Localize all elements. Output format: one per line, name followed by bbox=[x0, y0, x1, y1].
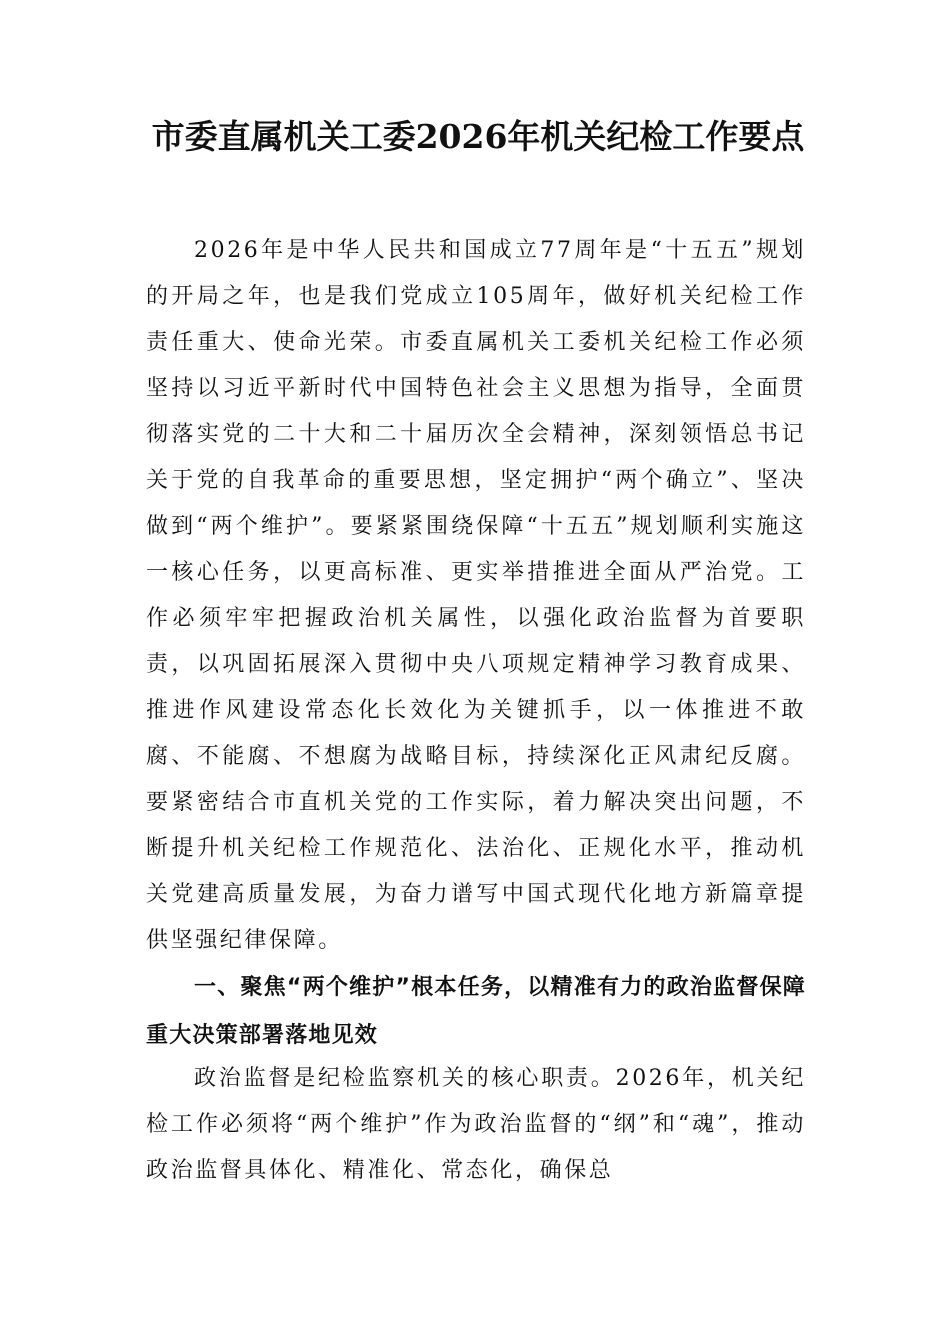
document-title: 市委直属机关工委2026年机关纪检工作要点 bbox=[151, 117, 805, 156]
intro-paragraph: 2026年是中华人民共和国成立77周年是“十五五”规划的开局之年，也是我们党成立105周年，做好机关纪检工作责任重大、使命光荣。市委直属机关工委机关纪检工作必须坚持以习近平新时代中国特色社会主义思想为指导，全面贯彻落实党的二十大和二十届历次全会精神，深刻领悟总书记关于党的自我革命的重要思想，坚定拥护“两个确立”、坚决做到“两个维护”。要紧紧围绕保障“十五五”规划顺利实施这一核心任务，以更高标准、更实举措推进全面从严治党。工作必须牢牢把握政治机关属性，以强化政治监督为首要职责，以巩固拓展深入贯彻中央八项规定精神学习教育成果、推进作风建设常态化长效化为关键抓手，以一体推进不敢腐、不能腐、不想腐为战略目标，持续深化正风肃纪反腐。要紧密结合市直机关党的工作实际，着力解决突出问题，不断提升机关纪检工作规范化、法治化、正规化水平，推动机关党建高质量发展，为奋力谱写中国式现代化地方新篇章提供坚强纪律保障。 bbox=[146, 238, 806, 953]
section-heading-1: 一、聚焦“两个维护”根本任务，以精准有力的政治监督保障重大决策部署落地见效 bbox=[146, 975, 806, 1048]
political-supervision-paragraph: 政治监督是纪检监察机关的核心职责。2026年，机关纪检工作必须将“两个维护”作为政治监督的“纲”和“魂”，推动政治监督具体化、精准化、常态化，确保总 bbox=[146, 1066, 806, 1183]
